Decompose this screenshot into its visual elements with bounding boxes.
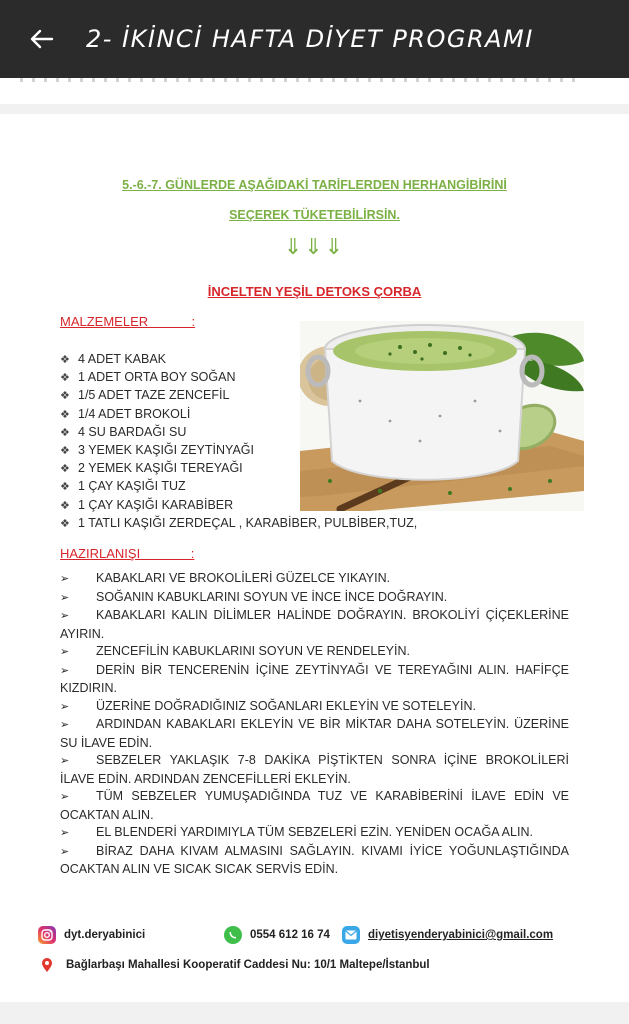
list-item: ➢ ÜZERİNE DOĞRADIĞINIZ SOĞANLARI EKLEYİN VE SOTELEYİN. bbox=[60, 698, 476, 713]
instagram-icon bbox=[38, 926, 56, 944]
list-item: ➢ KABAKLARI VE BROKOLİLERİ GÜZELCE YIKAYIN. bbox=[60, 571, 391, 585]
list-item: ➢ ARDINDAN KABAKLARI EKLEYİN VE BİR MİKTAR DAHA SOTELEYİN. ÜZERİNE SU İLAVE EDİN. bbox=[60, 717, 569, 750]
list-item: ➢ SOĞANIN KABUKLARINI SOYUN VE İNCE İNCE DOĞRAYIN. bbox=[60, 589, 448, 604]
list-item: ➢ BİRAZ DAHA KIVAM ALMASINI SAĞLAYIN. KIVAMI İYİCE YOĞUNLAŞTIĞINDA OCAKTAN ALIN VE SICAK SICAK SERVİS EDİN. bbox=[60, 843, 569, 876]
location-pin-icon bbox=[40, 956, 54, 974]
email-contact[interactable]: diyetisyenderyabinici@gmail.com bbox=[342, 926, 553, 944]
list-item: ❖ 1/5 ADET TAZE ZENCEFİL bbox=[60, 388, 230, 403]
back-button[interactable] bbox=[28, 25, 56, 53]
list-item: ❖ 1/4 ADET BROKOLİ bbox=[60, 406, 191, 421]
list-item: ❖ 4 SU BARDAĞI SU bbox=[60, 424, 187, 439]
instagram-contact[interactable]: dyt.deryabinici bbox=[38, 926, 145, 944]
address-contact: Bağlarbaşı Mahallesi Kooperatif Caddesi Nu: 10/1 Maltepe/İstanbul bbox=[40, 956, 430, 974]
list-item: ➢ DERİN BİR TENCERENİN İÇİNE ZEYTİNYAĞI VE TEREYAĞINI ALIN. HAFİFÇE KIZDIRIN. bbox=[60, 662, 569, 695]
document-page bbox=[0, 114, 629, 1002]
list-item: ❖ 1 TATLI KAŞIĞI ZERDEÇAL , KARABİBER, PULBİBER,TUZ, bbox=[60, 515, 418, 530]
list-item: ➢ KABAKLARI KALIN DİLİMLER HALİNDE DOĞRAYIN. BROKOLİYİ ÇİÇEKLERİNE AYIRIN. bbox=[60, 608, 569, 641]
down-arrows-icon: ⇓⇓⇓ bbox=[283, 234, 346, 259]
whatsapp-icon bbox=[224, 926, 242, 944]
list-item: ➢ TÜM SEBZELER YUMUŞADIĞINDA TUZ VE KARABİBERİNİ İLAVE EDİN VE OCAKTAN ALIN. bbox=[60, 789, 569, 822]
mail-icon bbox=[342, 926, 360, 944]
previous-page-edge bbox=[0, 78, 629, 104]
intro-line-2: SEÇEREK TÜKETEBİLİRSİN. bbox=[229, 208, 400, 222]
list-item: ➢ EL BLENDERİ YARDIMIYLA TÜM SEBZELERİ EZİN. YENİDEN OCAĞA ALIN. bbox=[60, 825, 533, 839]
list-item: ❖ 1 ÇAY KAŞIĞI TUZ bbox=[60, 479, 186, 494]
app-header bbox=[0, 0, 629, 78]
arrow-left-icon bbox=[30, 29, 54, 49]
page-title: 2- İKİNCİ HAFTA DİYET PROGRAMI bbox=[86, 25, 534, 53]
ingredients-label: MALZEMELER : bbox=[60, 314, 196, 329]
list-item: ❖ 1 ADET ORTA BOY SOĞAN bbox=[60, 370, 236, 385]
list-item: ➢ ZENCEFİLİN KABUKLARINI SOYUN VE RENDELEYİN. bbox=[60, 644, 410, 658]
list-item: ❖ 4 ADET KABAK bbox=[60, 352, 167, 366]
preparation-label: HAZIRLANIŞI : bbox=[60, 546, 195, 561]
contact-footer bbox=[0, 926, 629, 986]
phone-contact[interactable]: 0554 612 16 74 bbox=[224, 926, 330, 944]
recipe-title: İNCELTEN YEŞİL DETOKS ÇORBA bbox=[207, 284, 422, 299]
preparation-steps bbox=[60, 570, 569, 879]
list-item: ➢ SEBZELER YAKLAŞIK 7-8 DAKİKA PİŞTİKTEN SONRA İÇİNE BROKOLİLERİ İLAVE EDİN. ARDINDAN ZENCEFİLLERİ EKLEYİN. bbox=[60, 753, 569, 786]
list-item: ❖ 3 YEMEK KAŞIĞI ZEYTİNYAĞI bbox=[60, 442, 254, 457]
list-item: ❖ 2 YEMEK KAŞIĞI TEREYAĞI bbox=[60, 461, 243, 476]
list-item: ❖ 1 ÇAY KAŞIĞI KARABİBER bbox=[60, 497, 234, 512]
soup-photo bbox=[300, 321, 584, 511]
intro-line-1: 5.-6.-7. GÜNLERDE AŞAĞIDAKİ TARİFLERDEN HERHANGİBİRİNİ bbox=[122, 178, 507, 192]
